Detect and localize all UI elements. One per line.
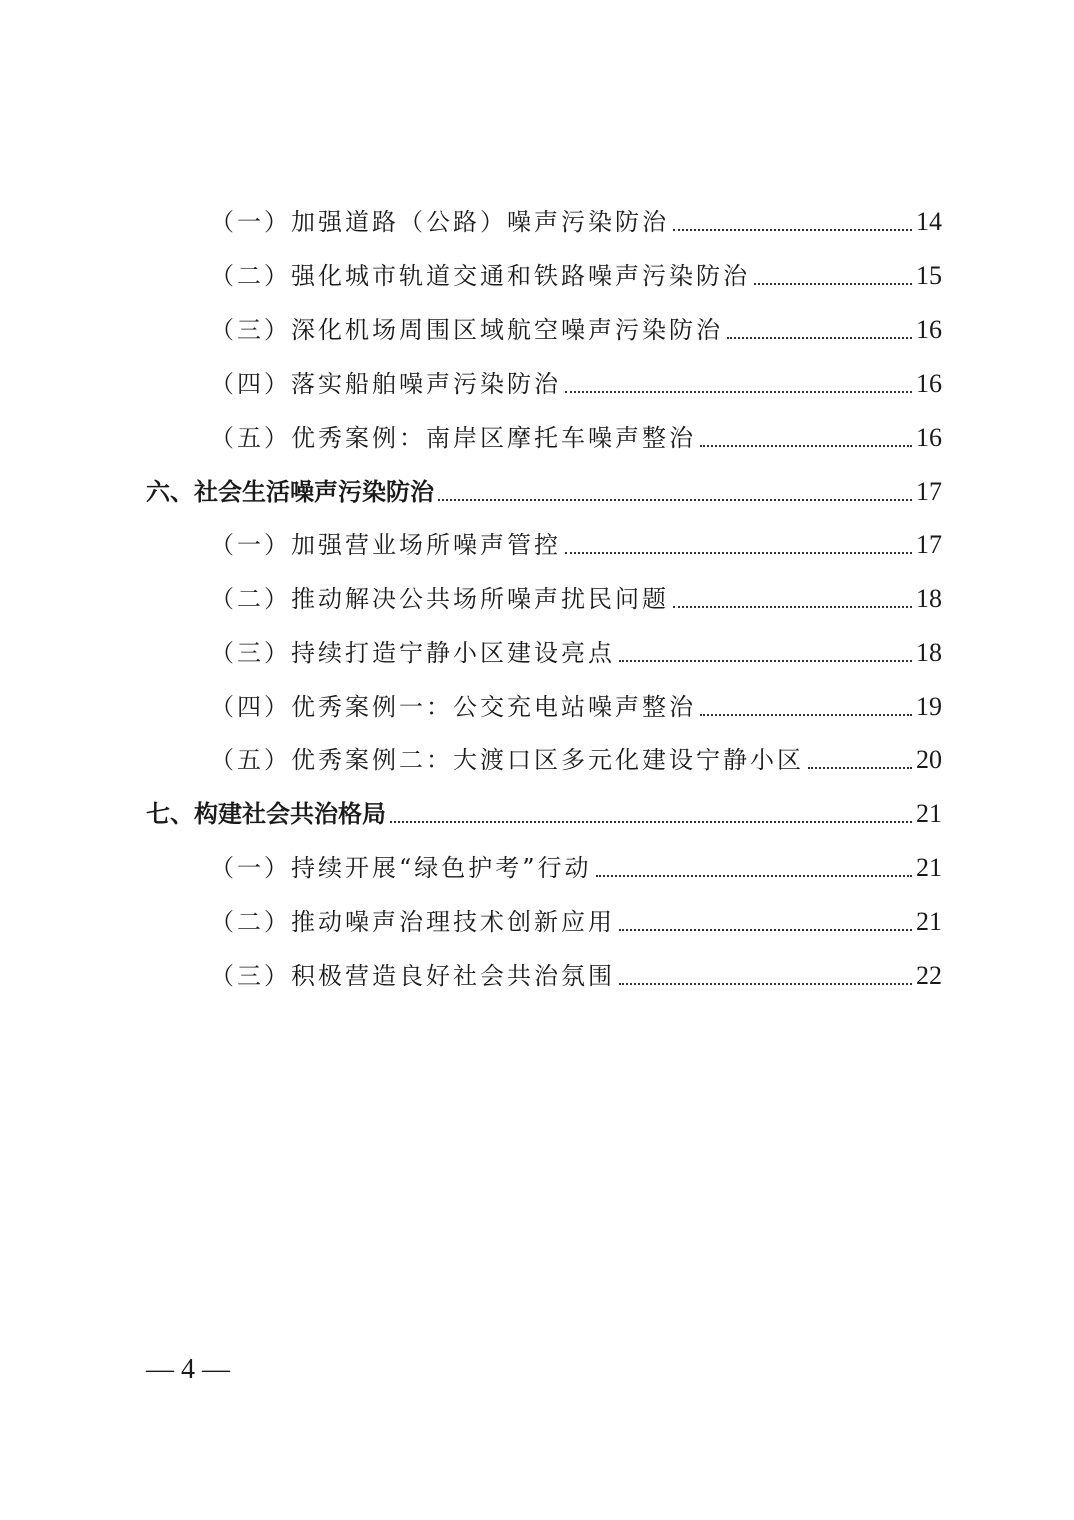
toc-entry-page: 17 <box>916 477 942 506</box>
toc-entry[interactable] <box>210 579 942 619</box>
page-number: — 4 — <box>146 1354 230 1385</box>
dot-leader <box>808 767 912 769</box>
toc-entry-page: 16 <box>916 315 942 344</box>
dot-leader <box>565 391 912 393</box>
dot-leader <box>390 821 912 823</box>
dot-leader <box>754 283 912 285</box>
toc-entry[interactable] <box>210 202 942 242</box>
dot-leader <box>673 606 912 608</box>
toc-entry[interactable] <box>210 310 942 350</box>
toc-entry-title: （三）深化机场周围区域航空噪声污染防治 <box>210 316 723 344</box>
toc-entry[interactable] <box>210 418 942 458</box>
toc-entry[interactable] <box>210 364 942 404</box>
dot-leader <box>438 499 912 501</box>
toc-entry-title: （五）优秀案例：南岸区摩托车噪声整治 <box>210 424 696 452</box>
dot-leader <box>727 337 912 339</box>
toc-entry[interactable] <box>210 740 942 780</box>
dot-leader <box>700 714 912 716</box>
dot-leader <box>619 660 912 662</box>
dot-leader <box>619 929 912 931</box>
toc-entry-page: 18 <box>916 638 942 667</box>
toc-entry-title: （二）强化城市轨道交通和铁路噪声污染防治 <box>210 262 750 290</box>
toc-entry-title: 六、社会生活噪声污染防治 <box>146 478 434 506</box>
toc-entry-page: 14 <box>916 207 942 236</box>
toc-section-heading[interactable] <box>146 794 942 834</box>
toc-entry-title: （二）推动解决公共场所噪声扰民问题 <box>210 585 669 613</box>
toc-entry-title: （四）落实船舶噪声污染防治 <box>210 370 561 398</box>
toc-entry-title: （五）优秀案例二：大渡口区多元化建设宁静小区 <box>210 746 804 774</box>
toc-entry-page: 21 <box>916 907 942 936</box>
toc-entry[interactable] <box>210 687 942 727</box>
dot-leader <box>565 552 912 554</box>
toc-entry[interactable] <box>210 633 942 673</box>
toc-entry-title: （二）推动噪声治理技术创新应用 <box>210 908 615 936</box>
toc-entry-page: 21 <box>916 853 942 882</box>
toc-entry-title: （三）积极营造良好社会共治氛围 <box>210 962 615 990</box>
toc-entry-page: 19 <box>916 692 942 721</box>
toc-entry-page: 21 <box>916 799 942 828</box>
toc-entry-title: （一）持续开展“绿色护考”行动 <box>210 854 592 882</box>
toc-entry-page: 22 <box>916 961 942 990</box>
toc-entry[interactable] <box>210 525 942 565</box>
toc-entry-page: 15 <box>916 261 942 290</box>
dot-leader <box>673 229 912 231</box>
toc-entry[interactable] <box>210 256 942 296</box>
toc-entry-page: 16 <box>916 369 942 398</box>
toc-section-heading[interactable] <box>146 472 942 512</box>
toc-entry[interactable] <box>210 902 942 942</box>
toc-entry-title: （三）持续打造宁静小区建设亮点 <box>210 639 615 667</box>
dot-leader <box>596 875 912 877</box>
toc-entry-page: 17 <box>916 530 942 559</box>
toc-entry-title: 七、构建社会共治格局 <box>146 800 386 828</box>
toc-entry-page: 16 <box>916 423 942 452</box>
dot-leader <box>619 983 912 985</box>
toc-entry-page: 18 <box>916 584 942 613</box>
toc-entry[interactable] <box>210 956 942 996</box>
toc-entry-page: 20 <box>916 745 942 774</box>
toc-entry[interactable] <box>210 848 942 888</box>
toc-entry-title: （四）优秀案例一：公交充电站噪声整治 <box>210 693 696 721</box>
toc-entry-title: （一）加强道路（公路）噪声污染防治 <box>210 208 669 236</box>
dot-leader <box>700 445 912 447</box>
toc-entry-title: （一）加强营业场所噪声管控 <box>210 531 561 559</box>
